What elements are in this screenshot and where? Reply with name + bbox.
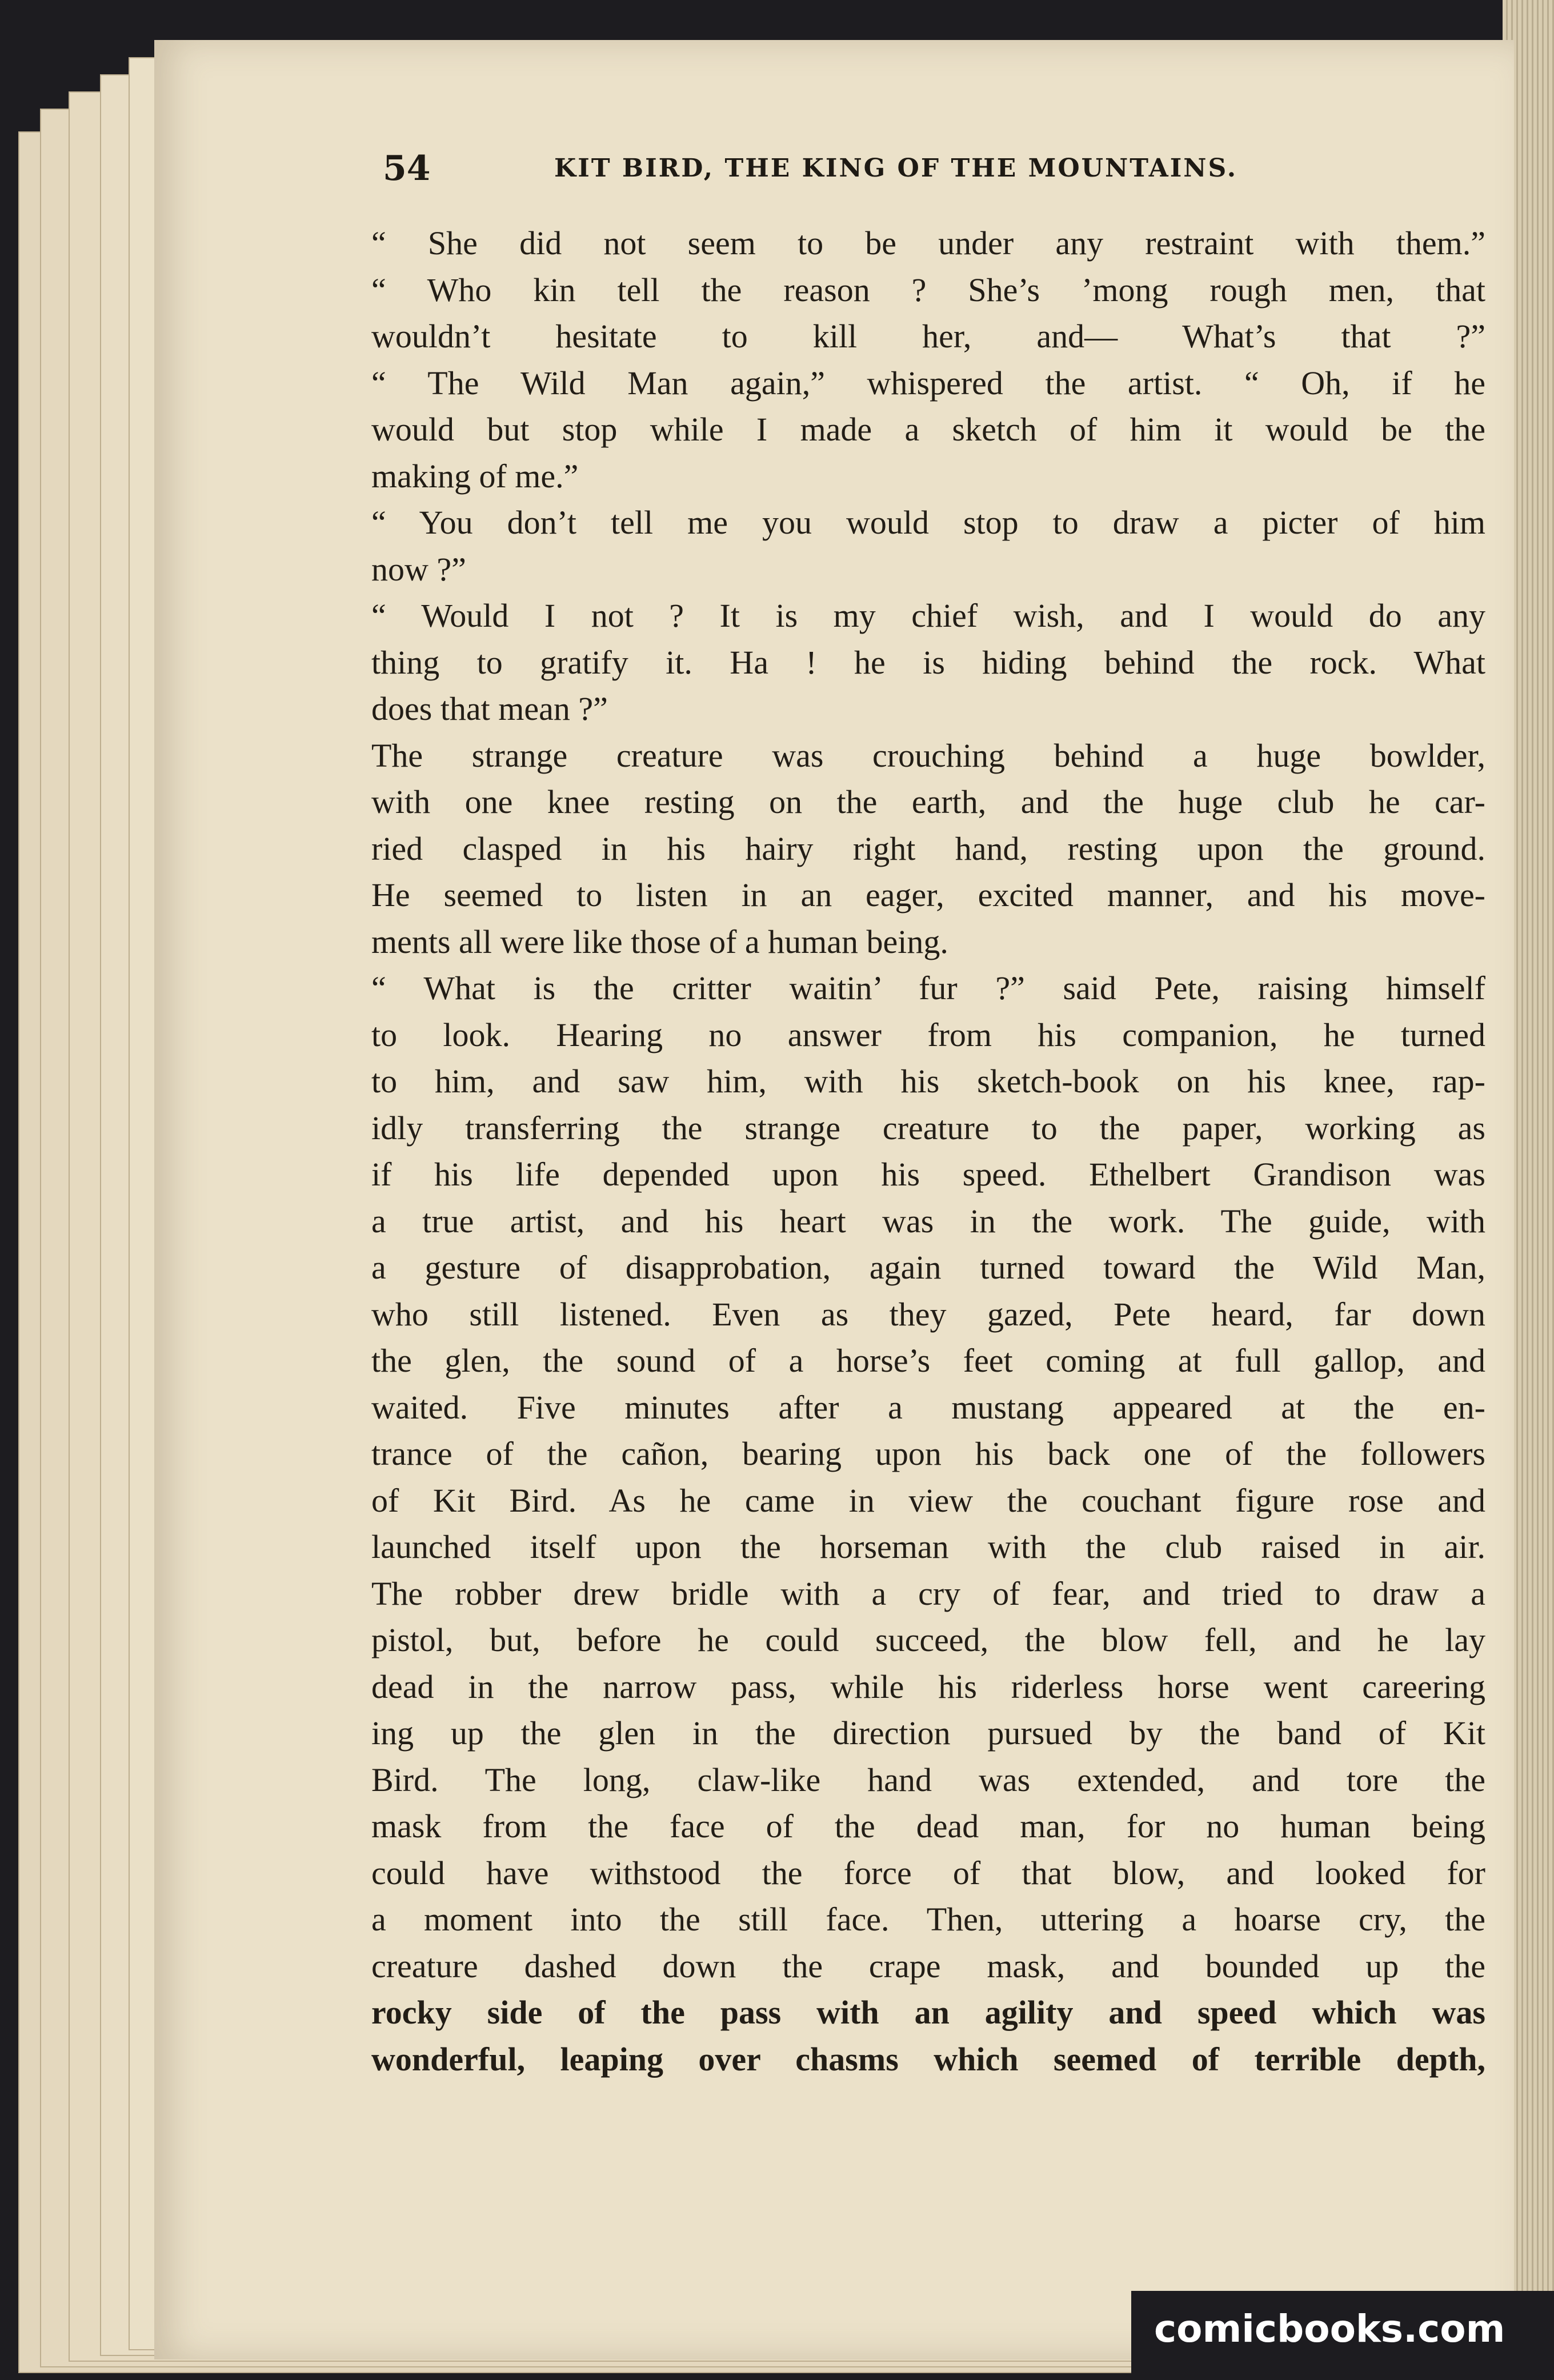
text-line: “ Would I not ? It is my chief wish, and I would do any: [371, 597, 1485, 634]
text-line: to him, and saw him, with his sketch-book on his knee, rap-: [371, 1063, 1485, 1100]
text-line: mask from the face of the dead man, for no human being: [371, 1808, 1485, 1845]
text-line: wouldn’t hesitate to kill her, and— What’s that ?”: [371, 318, 1485, 355]
text-line: would but stop while I made a sketch of him it would be the: [371, 411, 1485, 448]
text-line: a moment into the still face. Then, uttering a hoarse cry, the: [371, 1901, 1485, 1938]
text-line: creature dashed down the crape mask, and bounded up the: [371, 1947, 1485, 1985]
text-line: a true artist, and his heart was in the work. The guide, with: [371, 1202, 1485, 1240]
text-line: wonderful, leaping over chasms which seemed of terrible depth,: [371, 2040, 1485, 2078]
text-line: who still listened. Even as they gazed, Pete heard, far down: [371, 1295, 1485, 1333]
text-line: now ?”: [371, 550, 466, 588]
text-line: “ You don’t tell me you would stop to draw a picter of him: [371, 504, 1485, 541]
watermark-text: comicbooks.com: [1154, 2307, 1505, 2351]
text-line: The robber drew bridle with a cry of fear, and tried to draw a: [371, 1574, 1485, 1612]
page-number: 54: [383, 149, 431, 189]
text-line: thing to gratify it. Ha ! he is hiding behind the rock. What: [371, 643, 1485, 681]
text-line: dead in the narrow pass, while his riderless horse went careering: [371, 1668, 1485, 1705]
page-header: [383, 143, 1508, 194]
text-line: could have withstood the force of that blow, and looked for: [371, 1854, 1485, 1892]
text-line: “ What is the critter waitin’ fur ?” said Pete, raising himself: [371, 969, 1485, 1007]
text-line: the glen, the sound of a horse’s feet coming at full gallop, and: [371, 1342, 1485, 1379]
text-line: pistol, but, before he could succeed, the blow fell, and he lay: [371, 1621, 1485, 1658]
text-line: launched itself upon the horseman with the club raised in air.: [371, 1528, 1485, 1565]
text-line: idly transferring the strange creature to the paper, working as: [371, 1109, 1485, 1147]
text-line: a gesture of disapprobation, again turned toward the Wild Man,: [371, 1249, 1485, 1286]
text-line: waited. Five minutes after a mustang appeared at the en-: [371, 1388, 1485, 1426]
text-line: “ Who kin tell the reason ? She’s ’mong rough men, that: [371, 271, 1485, 308]
text-line: ments all were like those of a human being.: [371, 923, 948, 960]
text-line: of Kit Bird. As he came in view the couchant figure rose and: [371, 1481, 1485, 1519]
text-line: trance of the cañon, bearing upon his back one of the followers: [371, 1435, 1485, 1472]
body-text: [371, 220, 1485, 2139]
text-line: does that mean ?”: [371, 690, 608, 727]
text-line: to look. Hearing no answer from his companion, he turned: [371, 1016, 1485, 1053]
watermark: [1131, 2291, 1554, 2380]
text-line: with one knee resting on the earth, and the huge club he car-: [371, 783, 1485, 820]
text-line: ing up the glen in the direction pursued by the band of Kit: [371, 1714, 1485, 1752]
text-line: The strange creature was crouching behind a huge bowlder,: [371, 736, 1485, 774]
text-line: rocky side of the pass with an agility and speed which was: [371, 1994, 1485, 2031]
text-line: if his life depended upon his speed. Ethelbert Grandison was: [371, 1156, 1485, 1193]
text-line: He seemed to listen in an eager, excited manner, and his move-: [371, 876, 1485, 913]
text-line: “ She did not seem to be under any restraint with them.”: [371, 225, 1485, 262]
running-title: KIT BIRD, THE KING OF THE MOUNTAINS.: [554, 154, 1238, 183]
text-line: “ The Wild Man again,” whispered the artist. “ Oh, if he: [371, 364, 1485, 402]
text-line: Bird. The long, claw-like hand was extended, and tore the: [371, 1761, 1485, 1798]
text-line: ried clasped in his hairy right hand, resting upon the ground.: [371, 830, 1485, 867]
text-line: making of me.”: [371, 457, 579, 495]
